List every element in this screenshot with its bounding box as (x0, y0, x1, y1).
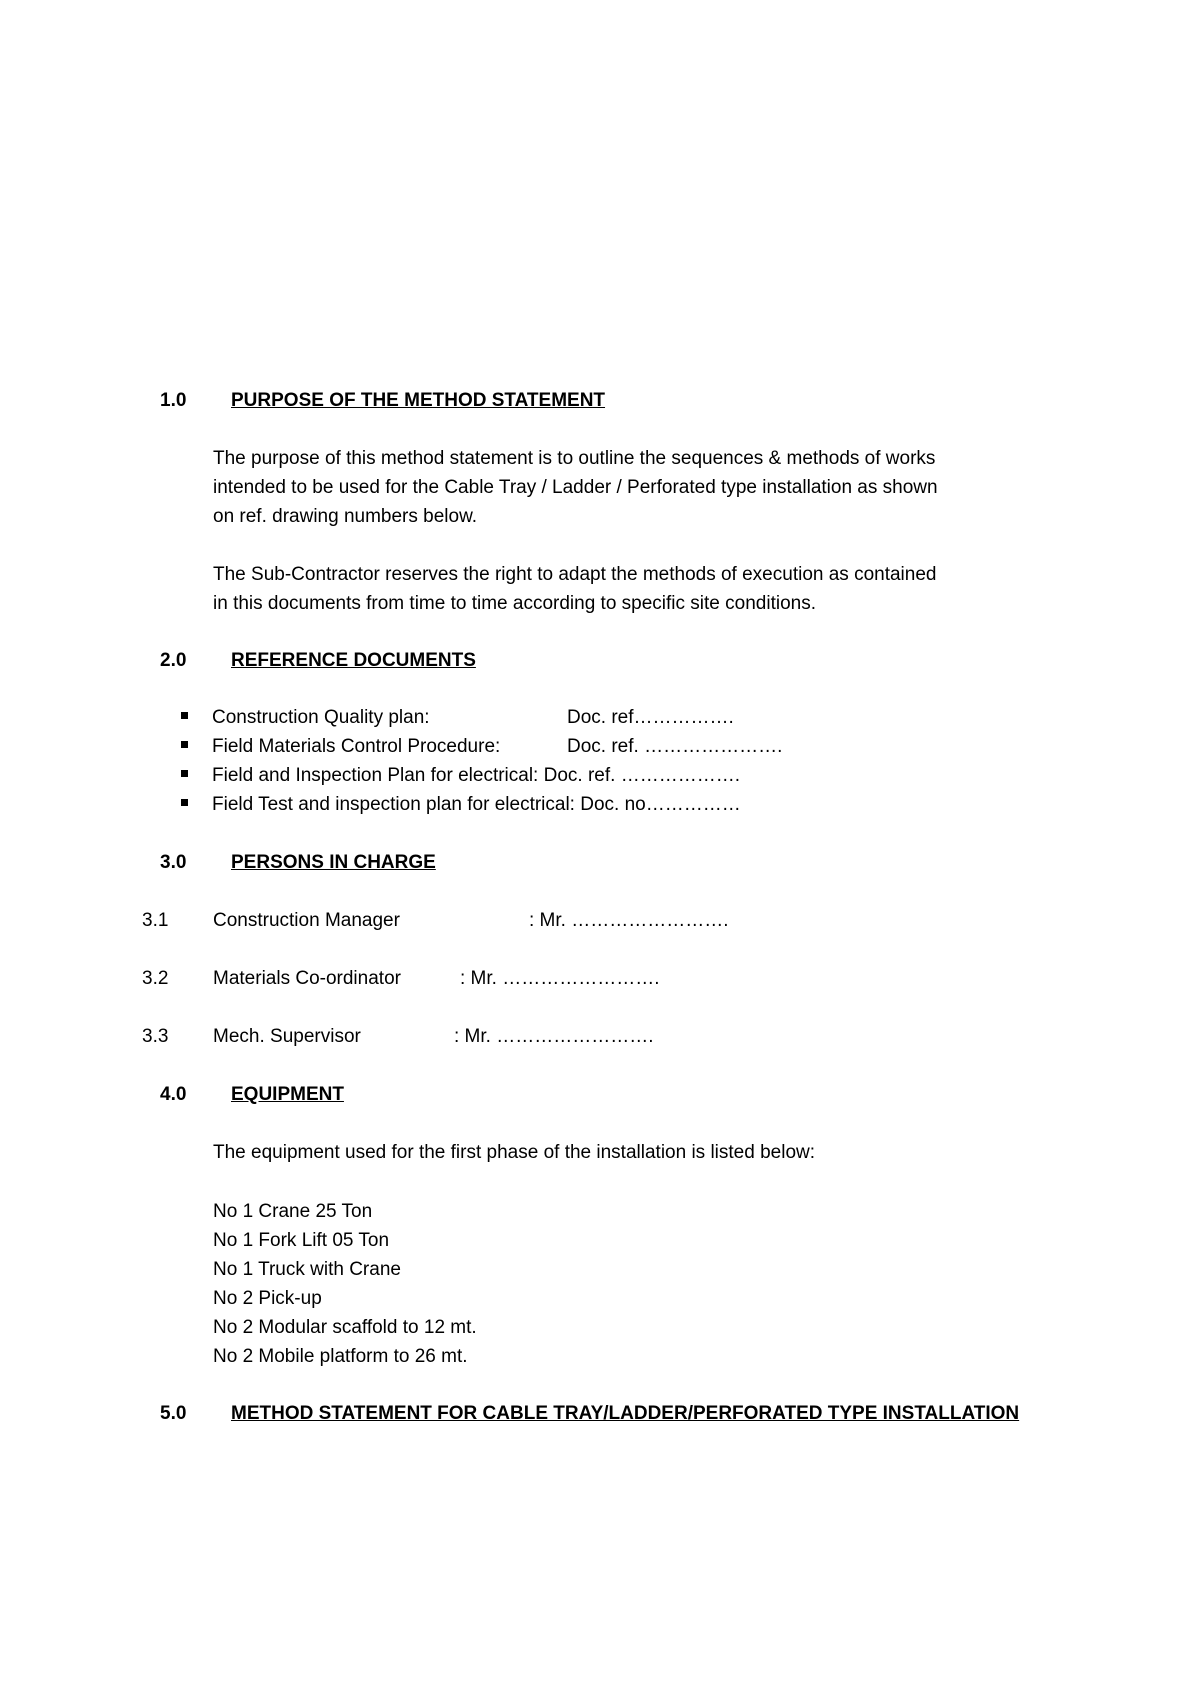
section-1-heading: PURPOSE OF THE METHOD STATEMENT (231, 390, 606, 411)
equipment-item: No 1 Crane 25 Ton (213, 1201, 373, 1222)
reference-doc: Doc. ref. ………………. (543, 765, 740, 786)
bullet-icon (181, 712, 188, 719)
purpose-paragraph (213, 444, 1073, 531)
person-role: Materials Co-ordinator (213, 968, 401, 989)
person-value: : Mr. ……………………. (454, 1026, 654, 1047)
equipment-item: No 1 Truck with Crane (213, 1259, 401, 1280)
reference-item (181, 765, 740, 787)
paragraph-line: intended to be used for the Cable Tray / Ladder / Perforated type installation as shown (213, 477, 938, 498)
paragraph-line: on ref. drawing numbers below. (213, 506, 478, 527)
subcontractor-paragraph (213, 560, 1073, 618)
equipment-list (213, 1197, 477, 1371)
section-2-number: 2.0 (160, 650, 187, 671)
equipment-item: No 2 Mobile platform to 26 mt. (213, 1346, 468, 1367)
person-number: 3.2 (142, 968, 169, 989)
person-number: 3.3 (142, 1026, 169, 1047)
reference-doc: Doc. no…………… (580, 794, 741, 815)
bullet-icon (181, 799, 188, 806)
section-3-heading: PERSONS IN CHARGE (231, 852, 436, 873)
reference-doc: Doc. ref……………. (567, 707, 734, 728)
section-3-number: 3.0 (160, 852, 187, 873)
paragraph-line: in this documents from time to time according to specific site conditions. (213, 593, 816, 614)
reference-item (181, 794, 741, 816)
equipment-intro: The equipment used for the first phase of the installation is listed below: (213, 1142, 816, 1163)
person-role: Mech. Supervisor (213, 1026, 361, 1047)
section-5-heading: METHOD STATEMENT FOR CABLE TRAY/LADDER/PERFORATED TYPE INSTALLATION (231, 1403, 1020, 1424)
paragraph-line: The purpose of this method statement is to outline the sequences & methods of works (213, 448, 936, 469)
person-number: 3.1 (142, 910, 169, 931)
reference-label: Field Materials Control Procedure: (212, 736, 501, 757)
section-4-heading: EQUIPMENT (231, 1084, 344, 1105)
section-2-heading: REFERENCE DOCUMENTS (231, 650, 476, 671)
section-5-number: 5.0 (160, 1403, 187, 1424)
reference-item (181, 736, 500, 758)
section-4-number: 4.0 (160, 1084, 187, 1105)
section-1-number: 1.0 (160, 390, 187, 411)
bullet-icon (181, 770, 188, 777)
reference-label: Field Test and inspection plan for electrical: (212, 794, 575, 815)
reference-doc: Doc. ref. …………………. (567, 736, 783, 757)
person-value: : Mr. ……………………. (529, 910, 729, 931)
equipment-item: No 1 Fork Lift 05 Ton (213, 1230, 390, 1251)
person-role: Construction Manager (213, 910, 400, 931)
person-value: : Mr. ……………………. (460, 968, 660, 989)
reference-item (181, 707, 430, 729)
reference-label: Construction Quality plan: (212, 707, 430, 728)
equipment-item: No 2 Modular scaffold to 12 mt. (213, 1317, 477, 1338)
equipment-item: No 2 Pick-up (213, 1288, 322, 1309)
bullet-icon (181, 741, 188, 748)
paragraph-line: The Sub-Contractor reserves the right to adapt the methods of execution as contained (213, 564, 937, 585)
reference-label: Field and Inspection Plan for electrical: (212, 765, 539, 786)
